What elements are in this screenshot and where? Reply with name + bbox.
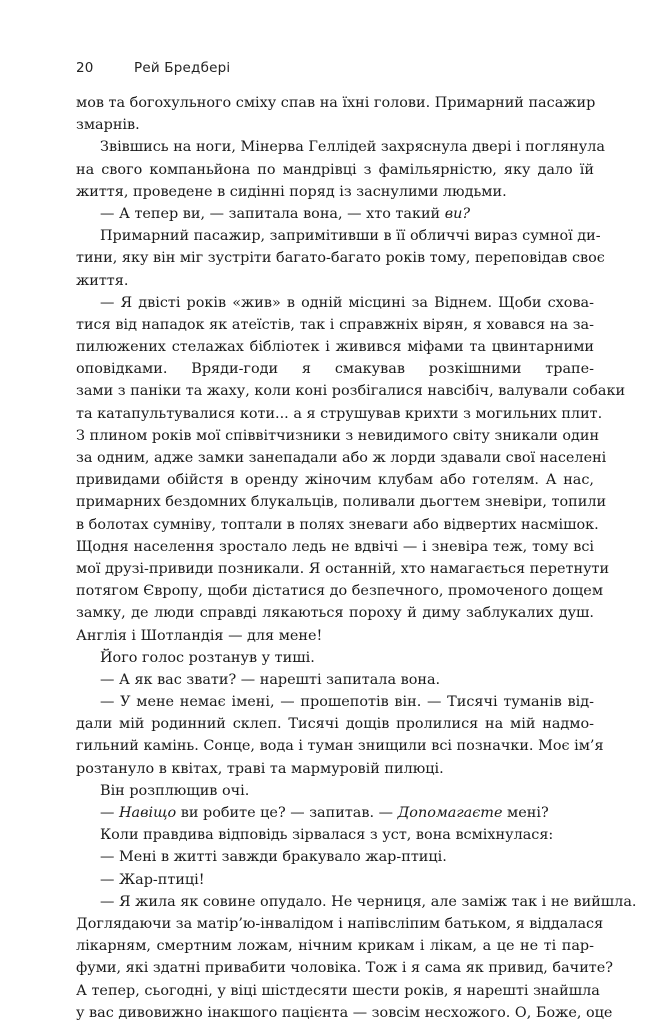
line-text: мої друзі-привиди позникали. Я останній, хто намагається перетнути [76,560,610,577]
text-line [76,270,594,292]
line-text: потягом Європу, щоби дістатися до безпечного, промоченого дощем [76,583,604,600]
line-text: оповідками. Вряди-годи я смакував розкішними трапе- [76,361,594,378]
text-line [76,846,594,868]
emphasis-text: Допомагаєте [397,805,503,821]
line-text: в болотах сумніву, топтали в полях зневаги або відвертих насмішок. [76,516,599,533]
line-text: гильний камінь. Сонце, вода і туман знищили всі позначки. Моє ім’я [76,738,604,755]
line-text: Він розплющив очі. [100,782,250,799]
line-text: пилюжених стелажах бібліотек і живився міфами та цвинтарними [76,339,594,356]
text-line [76,891,637,913]
text-line [76,735,604,757]
text-line [76,159,594,181]
line-text: привидами обійстя в оренду жіночим клубам або готелям. А нас, [76,472,594,489]
line-text: фуми, які здатні привабити чоловіка. Тож і я сама як привид, бачите? [76,960,613,977]
author-name: Рей Бредбері [134,60,231,76]
text-line [76,758,594,780]
text-line [76,691,594,713]
text-line [76,336,594,358]
line-text: Примарний пасажир, запримітивши в її обличчі вираз сумної ди- [100,228,601,245]
page-number: 20 [76,60,94,76]
text-line [76,957,613,979]
text-line [76,203,594,225]
line-text: Коли правдива відповідь зірвалася з уст, вона всміхнулася: [100,827,554,844]
emphasis-text: ви? [444,205,471,222]
text-line [76,114,594,136]
text-line [76,869,594,891]
text-line [76,469,594,491]
text-line [76,136,605,158]
text-line [76,602,594,624]
text-line [76,558,610,580]
text-line [76,625,594,647]
text-line [76,1002,613,1024]
text-line [76,380,626,402]
text-line [76,181,594,203]
text-line [76,580,604,602]
line-text: Його голос розтанув у тиші. [100,649,315,666]
line-text: Звівшись на ноги, Мінерва Геллідей захряснула двері і поглянула [100,139,605,156]
line-text: мов та богохульного сміху спав на їхні голови. Примарний пасажир [76,95,596,111]
line-text: змарнів. [76,117,140,134]
line-text: — Жар-птиці! [100,871,205,888]
line-text: замку, де люди справді лякаються пороху й диму заблукалих душ. [76,605,594,622]
emphasis-text: Навіщо [118,805,177,821]
line-text: на свого компаньйона по мандрівці з фамільярністю, яку дало їй [76,161,594,178]
text-line [76,802,594,824]
line-text: мені? [502,805,549,821]
line-text: Англія і Шотландія — для мене! [76,627,323,644]
line-text: та катапультувалися коти... а я струшував крихти з могильних плит. [76,405,603,422]
text-line [76,669,594,691]
text-line [76,935,594,957]
text-line [76,447,607,469]
text-line [76,247,605,269]
line-text: тини, яку він міг зустріти багато-багато років тому, переповідав своє [76,250,605,267]
text-line [76,92,594,114]
line-text: — А тепер ви, — запитала вона, — хто такий [100,205,445,222]
text-line [76,824,594,846]
text-line [76,514,599,536]
line-text: Доглядаючи за матір’ю-інвалідом і напівсліпим батьком, я віддалася [76,915,604,932]
text-line [76,314,594,336]
text-line [76,536,594,558]
line-text: А тепер, сьогодні, у віці шістдесяти шести років, я нарешті знайшла [76,982,600,999]
line-text: за одним, адже замки занепадали або ж лорди здавали свої населені [76,450,607,466]
text-line [76,491,607,513]
line-text: життя, проведене в сидінні поряд із заснулими людьми. [76,183,507,200]
line-text: лікарням, смертним ложам, нічним крикам і лікам, а це не ті пар- [76,938,594,955]
line-text: — Я жила як совине опудало. Не черниця, але заміж так і не вийшла. [100,893,637,910]
text-line [76,292,594,314]
body-text [76,92,637,1024]
line-text: — Я двісті років «жив» в одній місцині за Віднем. Щоби схова- [100,294,594,311]
line-text: розтануло в квітах, траві та мармуровій пилюці. [76,760,444,777]
text-line [76,225,601,247]
text-line [76,425,600,447]
line-text: — [100,805,119,821]
line-text: З плином років мої співвітчизники з невидимого світу зникали один [76,427,600,444]
line-text: зами з паніки та жаху, коли коні розбігалися навсібіч, валували собаки [76,383,626,400]
line-text: Щодня населення зростало ледь не вдвічі — і зневіра теж, тому всі [76,538,594,555]
text-line [76,913,604,935]
text-line [76,647,594,669]
line-text: життя. [76,272,129,289]
text-line [76,358,594,380]
line-text: — Мені в житті завжди бракувало жар-птиці. [100,849,447,866]
line-text: тися від нападок як атеїстів, так і справжніх вірян, я ховався на за- [76,316,594,333]
text-line [76,403,603,425]
text-line [76,780,594,802]
line-text: у вас дивовижно інакшого пацієнта — зовсім несхожого. О, Боже, оце [76,1004,613,1021]
line-text: ви робите це? — запитав. — [176,805,398,821]
line-text: дали мій родинний склеп. Тисячі дощів пролилися на мій надмо- [76,716,594,733]
running-header [76,60,230,76]
line-text: — У мене немає імені, — прошепотів він. — Тисячі туманів від- [100,694,594,711]
text-line [76,713,594,735]
line-text: примарних бездомних блукальців, поливали дьогтем зневіри, топили [76,494,607,511]
text-line [76,980,600,1002]
line-text: — А як вас звати? — нарешті запитала вона. [100,671,441,688]
